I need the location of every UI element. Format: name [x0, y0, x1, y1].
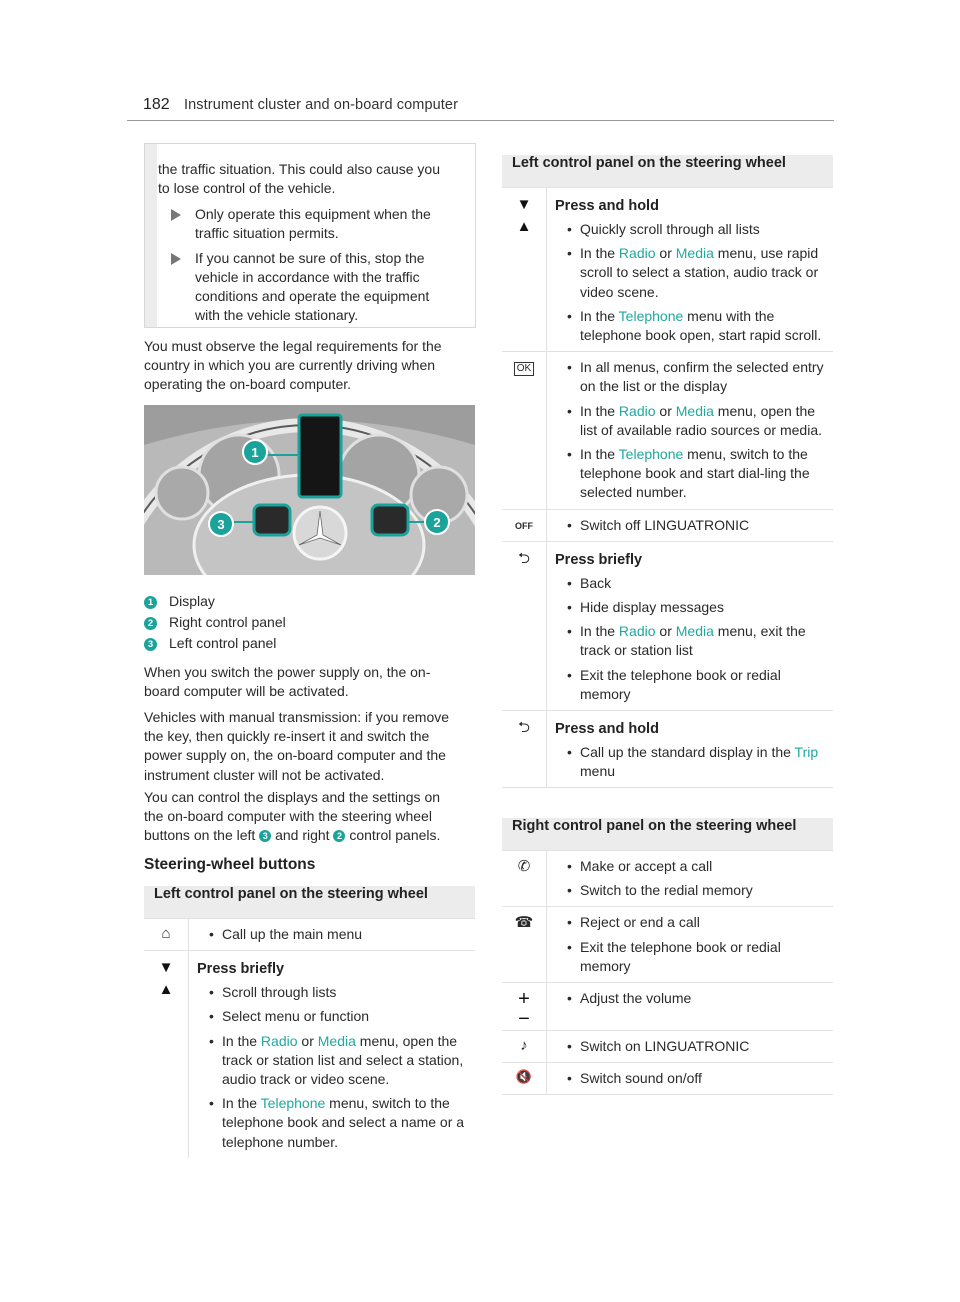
left-panel-table-2 [502, 155, 833, 788]
table-row: ⌂ • Call up the main menu [144, 919, 475, 951]
table-row: ⮌ Press and hold • Call up the standard display in the Trip menu [502, 711, 833, 788]
table-row: ☎ • Reject or end a call • Exit the telephone book or redial memory [502, 907, 833, 983]
warning-step-1: Only operate this equipment when the traffic situation permits. [171, 205, 431, 243]
paragraph-legal: You must observe the legal requirements for the country in which you are currently driving when operating the on-board computer. [144, 338, 442, 393]
table-row: ♪ • Switch on LINGUATRONIC [502, 1031, 833, 1063]
back-icon: ⮌ [502, 541, 547, 710]
badge-3: 3 [259, 830, 271, 842]
table-row: ▼ ▲ Press briefly • Scroll through lists • Select menu or function • In the Radio or Media menu, open the track or station list and select a station, audio track or video scene. • In the Telephone menu, switch to the telephone book and select a name or a telephone number. [144, 951, 475, 1158]
callout-2: 2 [433, 515, 441, 530]
arrow-down-icon: ▼ [516, 196, 532, 213]
voice-off-icon: OFF [515, 520, 533, 531]
paragraph-controls: You can control the displays and the settings on the on-board computer with the steering wheel buttons on the left 3 and right 2 control panels. [144, 789, 441, 844]
badge-2: 2 [333, 830, 345, 842]
voice-control-icon: ♪ [502, 1031, 547, 1063]
warning-step-2: If you cannot be sure of this, stop the vehicle in accordance with the traffic conditions and operate the equipment with the vehicle stationary. [171, 249, 429, 325]
steering-wheel-image [144, 405, 475, 575]
table-row: ✆ • Make or accept a call • Switch to the redial memory [502, 851, 833, 907]
arrow-up-icon: ▲ [158, 981, 174, 999]
warning-stripe [145, 144, 157, 327]
phone-reject-icon: ☎ [502, 907, 547, 983]
table-row: OK • In all menus, confirm the selected entry on the list or the display • In the Radio or Media menu, open the list of available radio sources or media. • In the Telephone menu, switch to the telephone book and start dial-ling the selected number. [502, 352, 833, 509]
table-row: OFF • Switch off LINGUATRONIC [502, 509, 833, 541]
table-heading: Right control panel on the steering wheel [502, 818, 833, 851]
ok-icon: OK [514, 362, 534, 376]
warning-box [144, 143, 476, 328]
phone-accept-icon: ✆ [502, 851, 547, 907]
arrow-down-icon: ▼ [158, 959, 174, 977]
section-heading: Steering-wheel buttons [144, 856, 316, 873]
table-row: ⮌ Press briefly • Back • Hide display messages • In the Radio or Media menu, exit the track or station list • Exit the telephone book or redial memory [502, 541, 833, 710]
legend-item-left-panel: 3 Left control panel [144, 635, 276, 651]
page-title: Instrument cluster and on-board computer [184, 97, 458, 113]
table-row: + − • Adjust the volume [502, 983, 833, 1031]
minus-icon: − [518, 1008, 530, 1031]
table-row: ▼ ▲ Press and hold • Quickly scroll through all lists • In the Radio or Media menu, use rapid scroll to select a station, audio track or video scene. • In the Telephone menu with the telephone book open, start rapid scroll. [502, 188, 833, 352]
left-panel-table-1 [144, 886, 475, 1158]
table-heading: Left control panel on the steering wheel [144, 886, 475, 919]
step-arrow-icon [171, 209, 181, 221]
paragraph-manual: Vehicles with manual transmission: if you remove the key, then quickly re-insert it and switch the power supply on, the on-board computer and the instrument cluster will not be activated. [144, 709, 450, 783]
back-icon: ⮌ [502, 711, 547, 788]
callout-1: 1 [251, 445, 259, 460]
mute-icon: 🔇 [502, 1063, 547, 1095]
arrow-up-icon: ▲ [516, 218, 532, 235]
table-row: 🔇 • Switch sound on/off [502, 1063, 833, 1095]
page-header [127, 96, 834, 121]
steering-wheel-figure [144, 405, 475, 575]
paragraph-power: When you switch the power supply on, the on- board computer will be activated. [144, 664, 431, 700]
home-icon: ⌂ [144, 919, 189, 951]
warning-intro-1: the traffic situation. This could also cause you [158, 161, 440, 177]
legend-item-right-panel: 2 Right control panel [144, 614, 286, 630]
warning-intro-2: to lose control of the vehicle. [158, 180, 336, 196]
callout-3: 3 [217, 517, 225, 532]
step-arrow-icon [171, 253, 181, 265]
table-heading: Left control panel on the steering wheel [502, 155, 833, 188]
legend-item-display: 1 Display [144, 593, 215, 609]
right-panel-table [502, 818, 833, 1095]
page-number: 182 [143, 96, 170, 113]
plus-icon: + [518, 988, 530, 1011]
